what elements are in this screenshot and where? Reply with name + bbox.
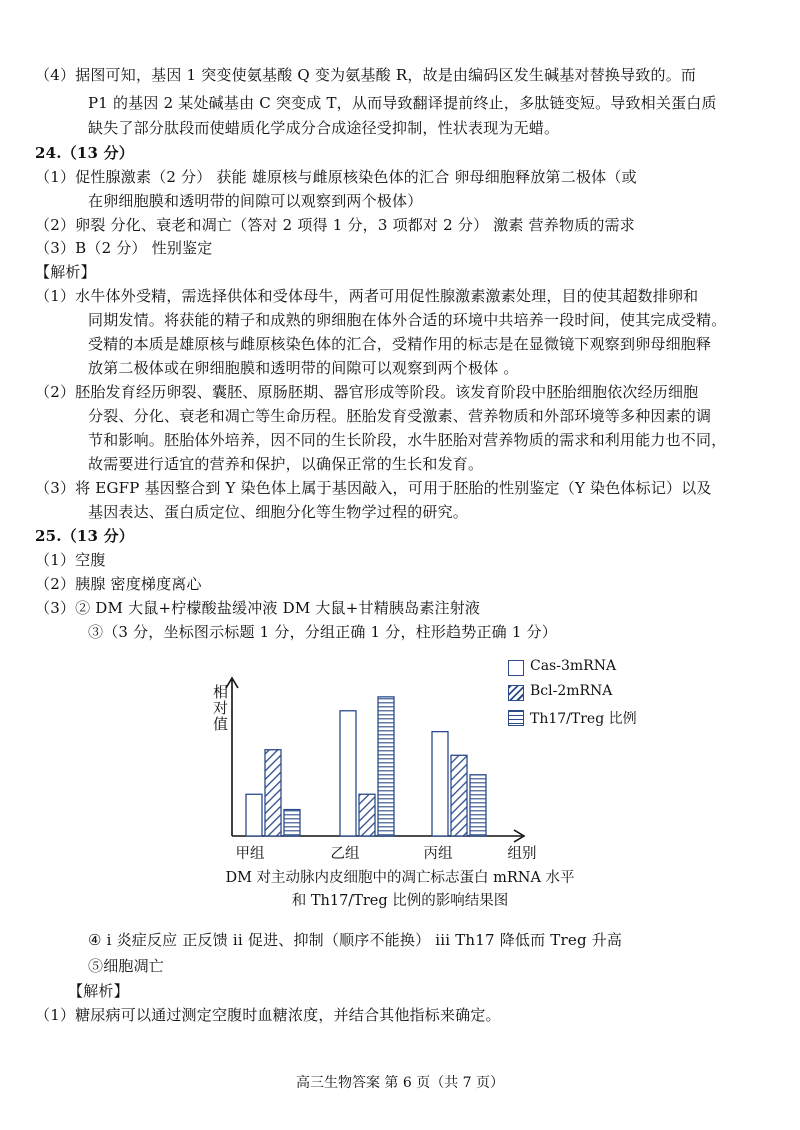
legend-label-th17treg: Th17/Treg 比例 bbox=[530, 711, 637, 727]
bar-bcl2-乙组 bbox=[359, 794, 375, 836]
result-chart bbox=[190, 650, 660, 900]
q24-analysis-1c: 受精的本质是雄原核与雌原核染色体的汇合，受精作用的标志是在显微镜下观察到卵母细胞释 bbox=[88, 335, 712, 353]
q24-analysis-2d: 故需要进行适宜的营养和保护，以确保正常的生长和发育。 bbox=[88, 455, 484, 473]
q24-answer-1a: （1）促性腺激素（2 分） 获能 雄原核与雌原核染色体的汇合 卵母细胞释放第二极体（或 bbox=[35, 168, 637, 186]
q24-analysis-1a: （1）水牛体外受精，需选择供体和受体母牛，两者可用促性腺激素激素处理，目的使其超数排卵和 bbox=[35, 287, 699, 305]
legend-label-cas3: Cas-3mRNA bbox=[530, 658, 617, 674]
legend-swatch-bcl2 bbox=[508, 685, 524, 701]
q23-4-line2: P1 的基因 2 某处碱基由 C 突变成 T，从而导致翻译提前终止，多肽链变短。导致相关蛋白质 bbox=[88, 94, 717, 112]
q24-answer-1b: 在卵细胞膜和透明带的间隙可以观察到两个极体） bbox=[88, 192, 423, 210]
bar-cas3-乙组 bbox=[340, 711, 356, 836]
bar-cas3-甲组 bbox=[246, 794, 262, 836]
chart-title-line2: 和 Th17/Treg 比例的影响结果图 bbox=[291, 893, 509, 909]
bar-bcl2-丙组 bbox=[451, 755, 467, 836]
q24-analysis-3a: （3）将 EGFP 基因整合到 Y 染色体上属于基因敲入，可用于胚胎的性别鉴定（Y 染色体标记）以及 bbox=[35, 479, 712, 497]
q25-answer-2: （2）胰腺 密度梯度离心 bbox=[35, 575, 202, 593]
q25-analysis-1: （1）糖尿病可以通过测定空腹时血糖浓度，并结合其他指标来确定。 bbox=[35, 1006, 501, 1024]
category-label-丙: 丙组 bbox=[423, 846, 453, 862]
q23-4-line1: （4）据图可知，基因 1 突变使氨基酸 Q 变为氨基酸 R，故是由编码区发生碱基对替换导致的。而 bbox=[35, 66, 697, 84]
q24-header: 24.（13 分） bbox=[35, 144, 134, 162]
x-axis-label: 组别 bbox=[507, 846, 537, 862]
q23-4-line3: 缺失了部分肽段而使蜡质化学成分合成途径受抑制，性状表现为无蜡。 bbox=[88, 119, 560, 137]
q25-answer-4: ④ i 炎症反应 正反馈 ii 促进、抑制（顺序不能换） iii Th17 降低而 Treg 升高 bbox=[88, 931, 623, 949]
bar-th17treg-甲组 bbox=[284, 810, 300, 836]
q24-analysis-2b: 分裂、分化、衰老和凋亡等生命历程。胚胎发育受激素、营养物质和外部环境等多种因素的调 bbox=[88, 407, 712, 425]
q25-answer-5: ⑤细胞凋亡 bbox=[88, 957, 165, 975]
category-label-乙: 乙组 bbox=[330, 846, 360, 862]
bar-bcl2-甲组 bbox=[265, 750, 281, 836]
q24-answer-2: （2）卵裂 分化、衰老和凋亡（答对 2 项得 1 分，3 项都对 2 分） 激素 营养物质的需求 bbox=[35, 216, 636, 234]
q24-analysis-title: 【解析】 bbox=[35, 263, 96, 281]
q24-analysis-2c: 节和影响。胚胎体外培养，因不同的生长阶段，水牛胚胎对营养物质的需求和利用能力也不同， bbox=[88, 431, 727, 449]
q24-analysis-3b: 基因表达、蛋白质定位、细胞分化等生物学过程的研究。 bbox=[88, 503, 469, 521]
q25-answer-1: （1）空腹 bbox=[35, 551, 106, 569]
bar-cas3-丙组 bbox=[432, 732, 448, 836]
category-label-甲: 甲组 bbox=[235, 846, 265, 862]
q24-analysis-1b: 同期发情。将获能的精子和成熟的卵细胞在体外合适的环境中共培养一段时间，使其完成受精。 bbox=[88, 311, 727, 329]
y-axis-label: 相对值 bbox=[211, 684, 229, 732]
q25-analysis-title: 【解析】 bbox=[68, 982, 129, 1000]
bar-th17treg-丙组 bbox=[470, 775, 486, 836]
q24-answer-3: （3）B（2 分） 性别鉴定 bbox=[35, 239, 213, 257]
q25-answer-3: （3）② DM 大鼠+柠檬酸盐缓冲液 DM 大鼠+甘精胰岛素注射液 bbox=[35, 599, 481, 617]
q24-analysis-1d: 放第二极体或在卵细胞膜和透明带的间隙可以观察到两个极体 。 bbox=[88, 359, 519, 377]
q25-answer-3b: ③（3 分，坐标图示标题 1 分，分组正确 1 分，柱形趋势正确 1 分） bbox=[88, 623, 557, 641]
legend-label-bcl2: Bcl-2mRNA bbox=[530, 683, 613, 699]
legend-swatch-cas3 bbox=[508, 660, 524, 676]
chart-title-line1: DM 对主动脉内皮细胞中的凋亡标志蛋白 mRNA 水平 bbox=[225, 870, 575, 886]
page-footer: 高三生物答案 第 6 页（共 7 页） bbox=[295, 1075, 505, 1091]
q24-analysis-2a: （2）胚胎发育经历卵裂、囊胚、原肠胚期、器官形成等阶段。该发育阶段中胚胎细胞依次经历细胞 bbox=[35, 383, 699, 401]
bar-th17treg-乙组 bbox=[378, 697, 394, 836]
q25-header: 25.（13 分） bbox=[35, 527, 134, 545]
legend-swatch-th17treg bbox=[508, 710, 524, 726]
